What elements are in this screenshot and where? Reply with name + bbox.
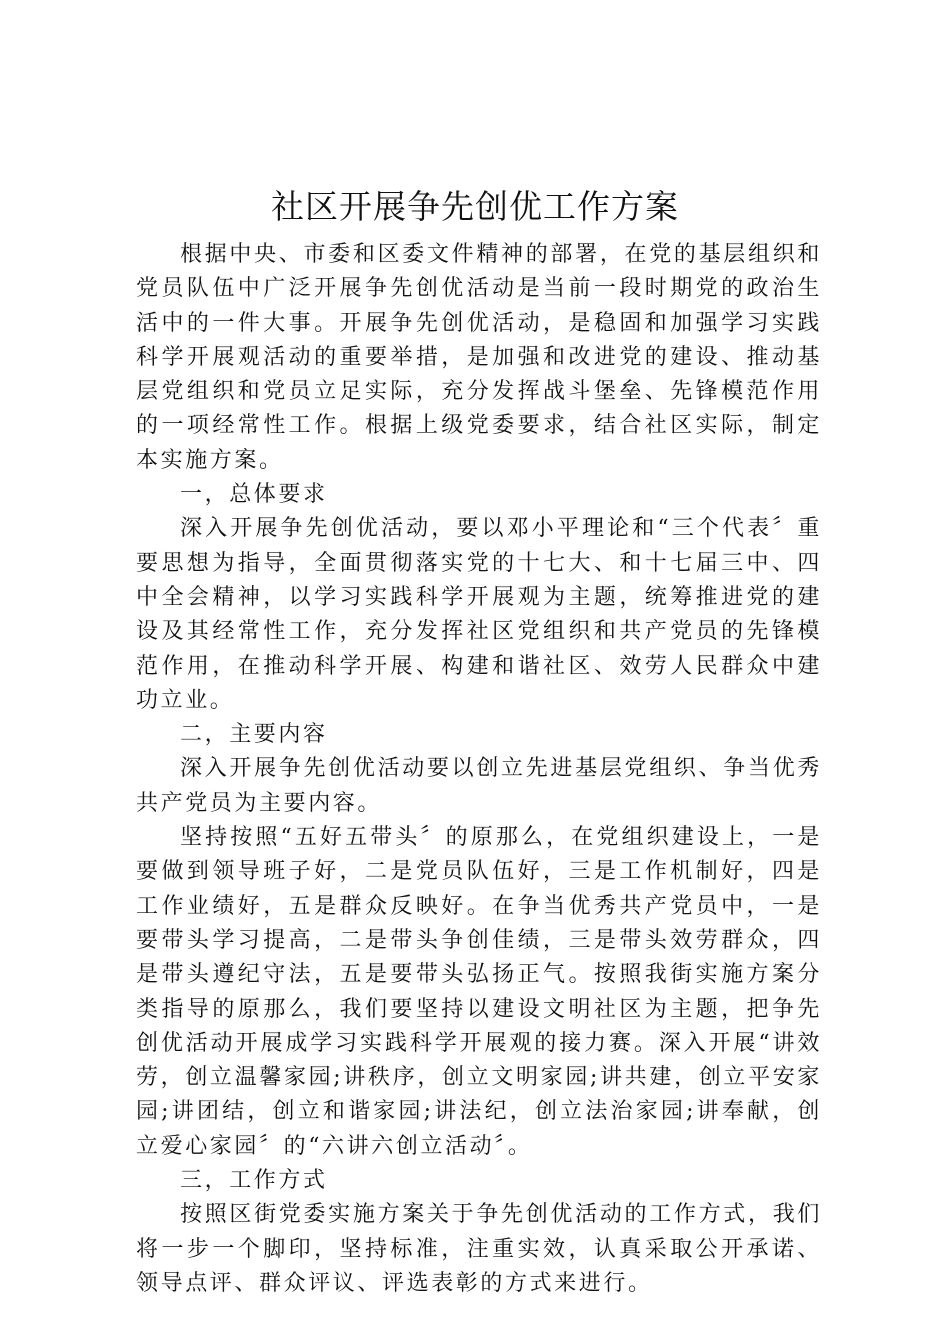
section-heading-work-method: 三，工作方式 (180, 1168, 328, 1194)
section-heading-main-content: 二，主要内容 (180, 722, 328, 748)
paragraph-general-requirements: 深入开展争先创优活动，要以邓小平理论和“三个代表〞重要思想为指导，全面贯彻落实党的十七大、和十七届三中、四中全会精神，以学习实践科学开展观为主题，统筹推进党的建设及其经常性工作，充分发挥社区党组织和共产党员的先锋模范作用，在推动科学开展、构建和谐社区、效劳人民群众中建功立业。 (136, 516, 822, 713)
paragraph-five-goods: 坚持按照“五好五带头〞的原那么，在党组织建设上，一是要做到领导班子好，二是党员队伍好，三是工作机制好，四是工作业绩好，五是群众反映好。在争当优秀共产党员中，一是要带头学习提高，二是带头争创佳绩，三是带头效劳群众，四是带头遵纪守法，五是要带头弘扬正气。按照我街实施方案分类指导的原那么，我们要坚持以建设文明社区为主题，把争先创优活动开展成学习实践科学开展观的接力赛。深入开展“讲效劳，创立温馨家园;讲秩序，创立文明家园;讲共建，创立平安家园;讲团结，创立和谐家园;讲法纪，创立法治家园;讲奉献，创立爱心家园〞的“六讲六创立活动〞。 (136, 825, 822, 1159)
paragraph-intro: 根据中央、市委和区委文件精神的部署，在党的基层组织和党员队伍中广泛开展争先创优活动是当前一段时期党的政治生活中的一件大事。开展争先创优活动，是稳固和加强学习实践科学开展观活动的重要举措，是加强和改进党的建设、推动基层党组织和党员立足实际，充分发挥战斗堡垒、先锋模范作用的一项经常性工作。根据上级党委要求，结合社区实际，制定本实施方案。 (136, 242, 822, 473)
document-body (136, 238, 822, 1301)
document-title: 社区开展争先创优工作方案 (271, 187, 679, 226)
paragraph-work-method: 按照区街党委实施方案关于争先创优活动的工作方式，我们将一步一个脚印，坚持标准，注重实效，认真采取公开承诺、领导点评、群众评议、评选表彰的方式来进行。 (136, 1202, 822, 1296)
paragraph-main-content: 深入开展争先创优活动要以创立先进基层党组织、争当优秀共产党员为主要内容。 (136, 756, 822, 816)
section-heading-general-requirements: 一，总体要求 (180, 482, 328, 508)
